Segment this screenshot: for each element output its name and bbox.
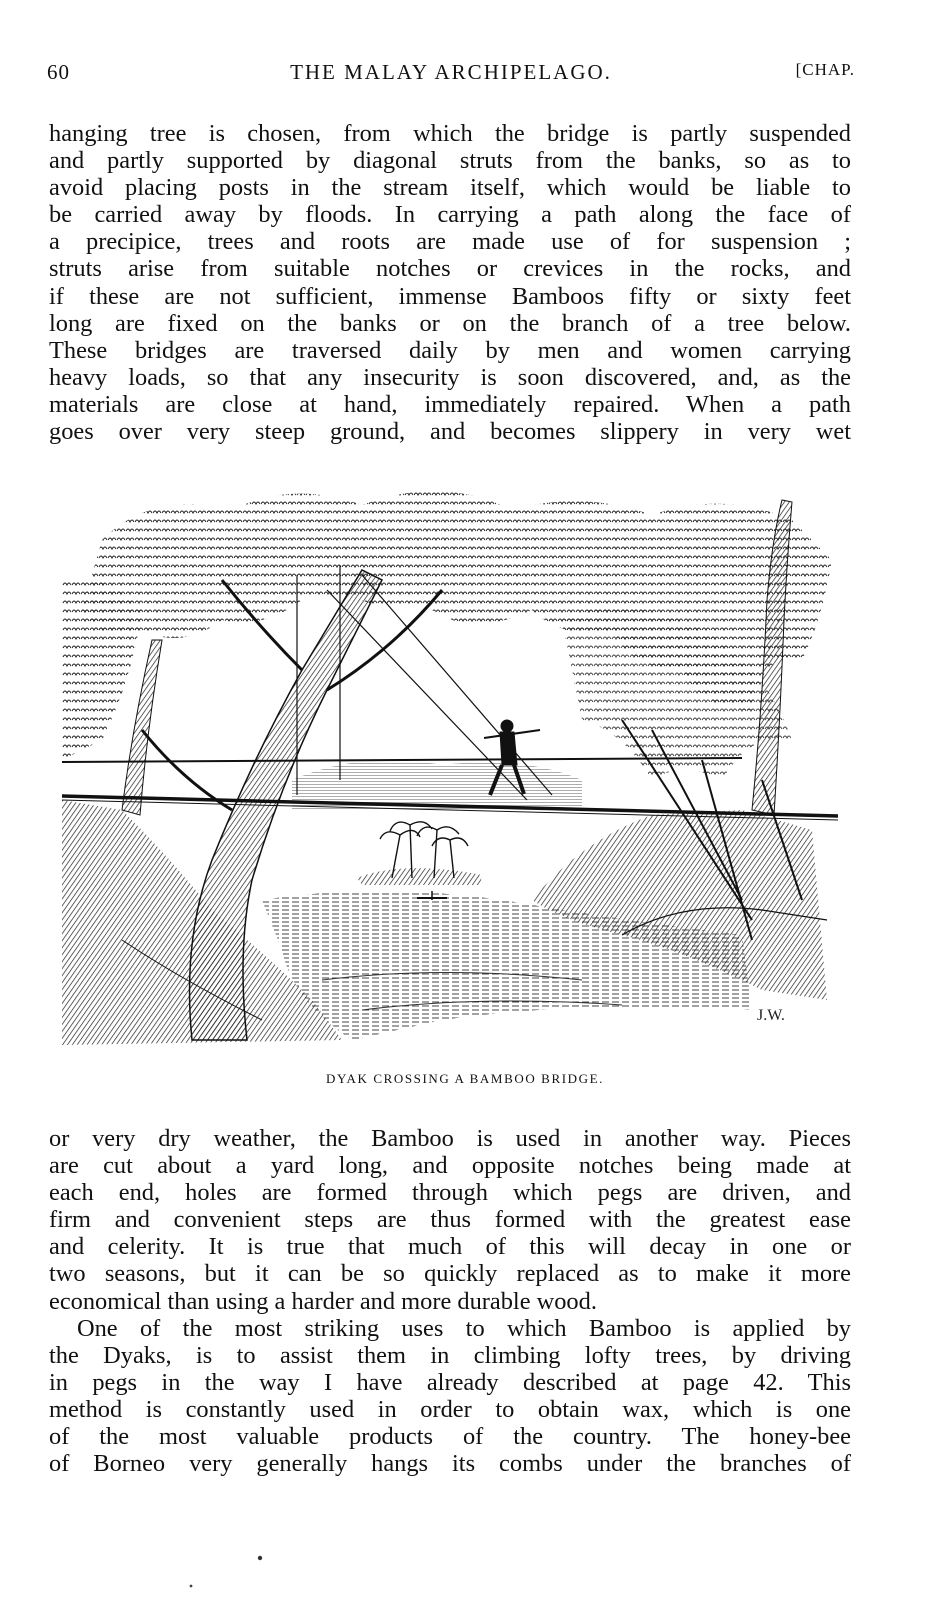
text-line: These bridges are traversed daily by men and women carrying	[49, 336, 851, 364]
text-line: materials are close at hand, immediately repaired. When a path	[49, 390, 851, 418]
text-line: goes over very steep ground, and becomes slippery in very wet	[49, 418, 851, 446]
text-line: long are fixed on the banks or on the branch of a tree below.	[49, 309, 851, 337]
text-line: are cut about a yard long, and opposite notches being made at	[49, 1152, 851, 1180]
text-line: One of the most striking uses to which Bamboo is applied by	[77, 1314, 851, 1342]
figure-caption: DYAK CROSSING A BAMBOO BRIDGE.	[325, 1071, 605, 1086]
text-line: firm and convenient steps are thus formed with the greatest ease	[49, 1206, 851, 1234]
text-line: in pegs in the way I have already described at page 42. This	[49, 1368, 851, 1396]
text-line: struts arise from suitable notches or crevices in the rocks, and	[49, 255, 851, 283]
text-line: a precipice, trees and roots are made use of for suspension ;	[49, 228, 851, 256]
text-line: or very dry weather, the Bamboo is used in another way. Pieces	[49, 1125, 851, 1152]
text-line: hanging tree is chosen, from which the bridge is partly suspended	[49, 120, 851, 147]
text-line: of the most valuable products of the country. The honey-bee	[49, 1423, 851, 1451]
text-line: and celerity. It is true that much of this will decay in one or	[49, 1233, 851, 1261]
text-line: two seasons, but it can be so quickly replaced as to make it more	[49, 1260, 851, 1288]
text-line: each end, holes are formed through which pegs are driven, and	[49, 1179, 851, 1207]
text-line: and partly supported by diagonal struts from the banks, so as to	[49, 147, 851, 175]
text-line: avoid placing posts in the stream itself, which would be liable to	[49, 174, 851, 202]
chapter-mark: [CHAP.	[795, 60, 855, 79]
text-line: of Borneo very generally hangs its combs under the branches of	[49, 1450, 851, 1478]
text-line: method is constantly used in order to obtain wax, which is one	[49, 1395, 851, 1423]
engraver-mark: J.W.	[757, 1007, 785, 1024]
text-line: heavy loads, so that any insecurity is soon discovered, and, as the	[49, 363, 851, 391]
text-line: be carried away by floods. In carrying a path along the face of	[49, 201, 851, 229]
page-number: 60	[47, 60, 70, 84]
text-line: economical than using a harder and more durable wood.	[49, 1287, 597, 1315]
text-line: if these are not sufficient, immense Bamboos fifty or sixty feet	[49, 282, 851, 310]
text-line: the Dyaks, is to assist them in climbing lofty trees, by driving	[49, 1341, 851, 1369]
running-title: THE MALAY ARCHIPELAGO.	[290, 60, 612, 84]
